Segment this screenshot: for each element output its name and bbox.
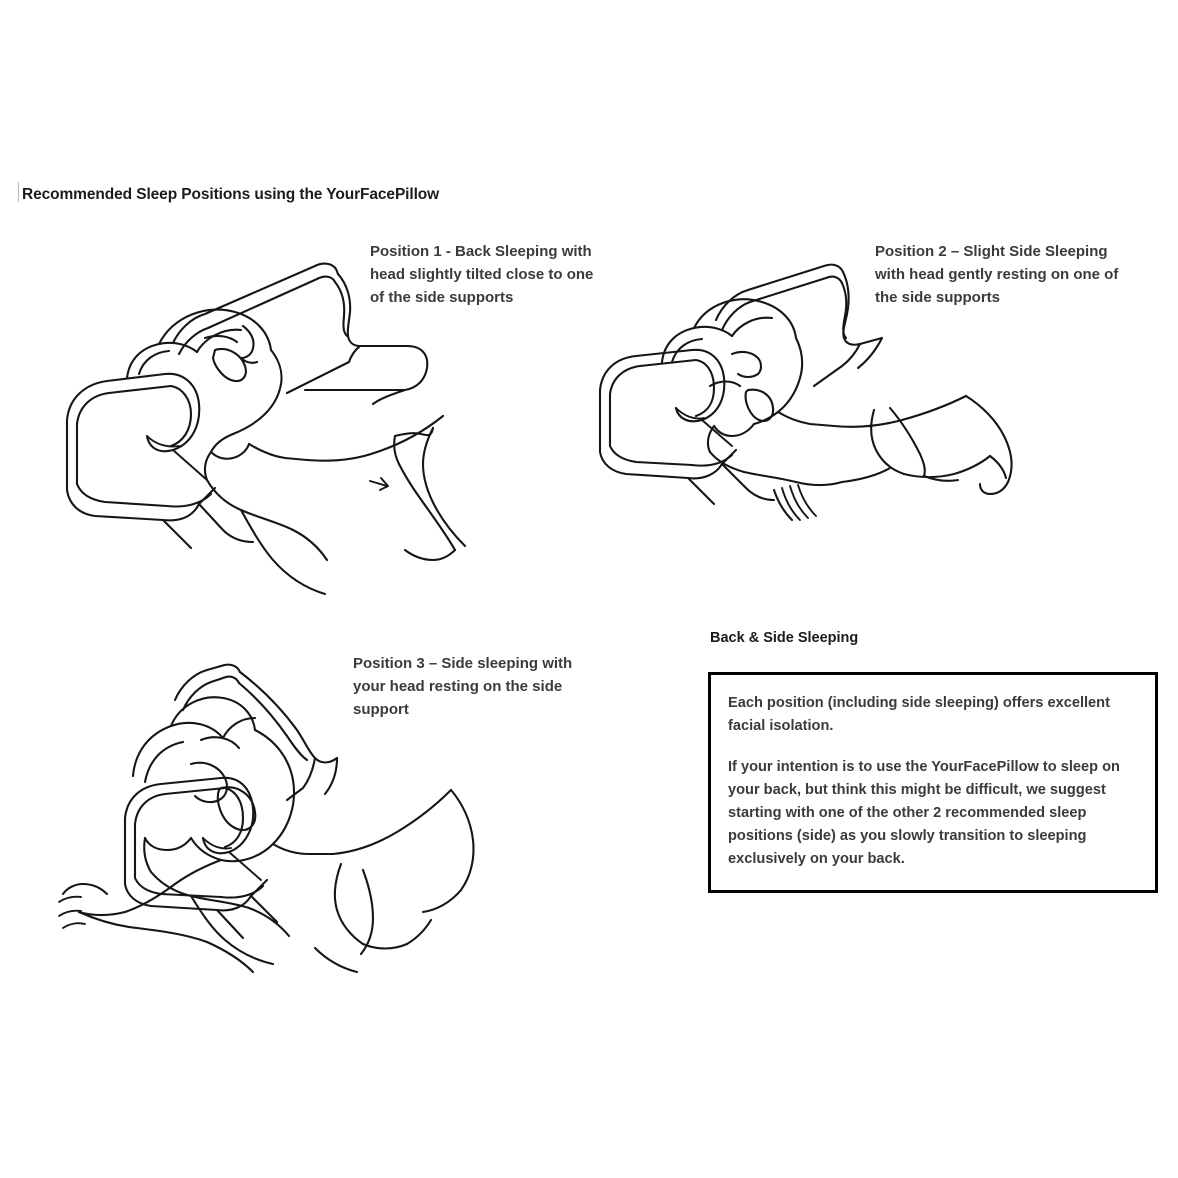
page-title: Recommended Sleep Positions using the YourFacePillow — [22, 186, 440, 203]
panel-heading: Back & Side Sleeping — [710, 630, 859, 646]
caption-position-3: Position 3 – Side sleeping with your head resting on the side support — [353, 655, 573, 718]
caption-position-2: Position 2 – Slight Side Sleeping with head gently resting on one of the side supports — [875, 243, 1119, 306]
caption-position-1: Position 1 - Back Sleeping with head slightly tilted close to one of the side supports — [370, 243, 594, 306]
panel-body — [728, 692, 1144, 871]
panel-paragraph-2: If your intention is to use the YourFacePillow to sleep on your back, but think this might be difficult, we suggest starting with one of the other 2 recommended sleep positions (side) as you slowly transition to sleeping exclusively on your back. — [728, 759, 1120, 868]
title-marker — [18, 182, 19, 202]
panel-paragraph-1: Each position (including side sleeping) offers excellent facial isolation. — [728, 695, 1110, 735]
